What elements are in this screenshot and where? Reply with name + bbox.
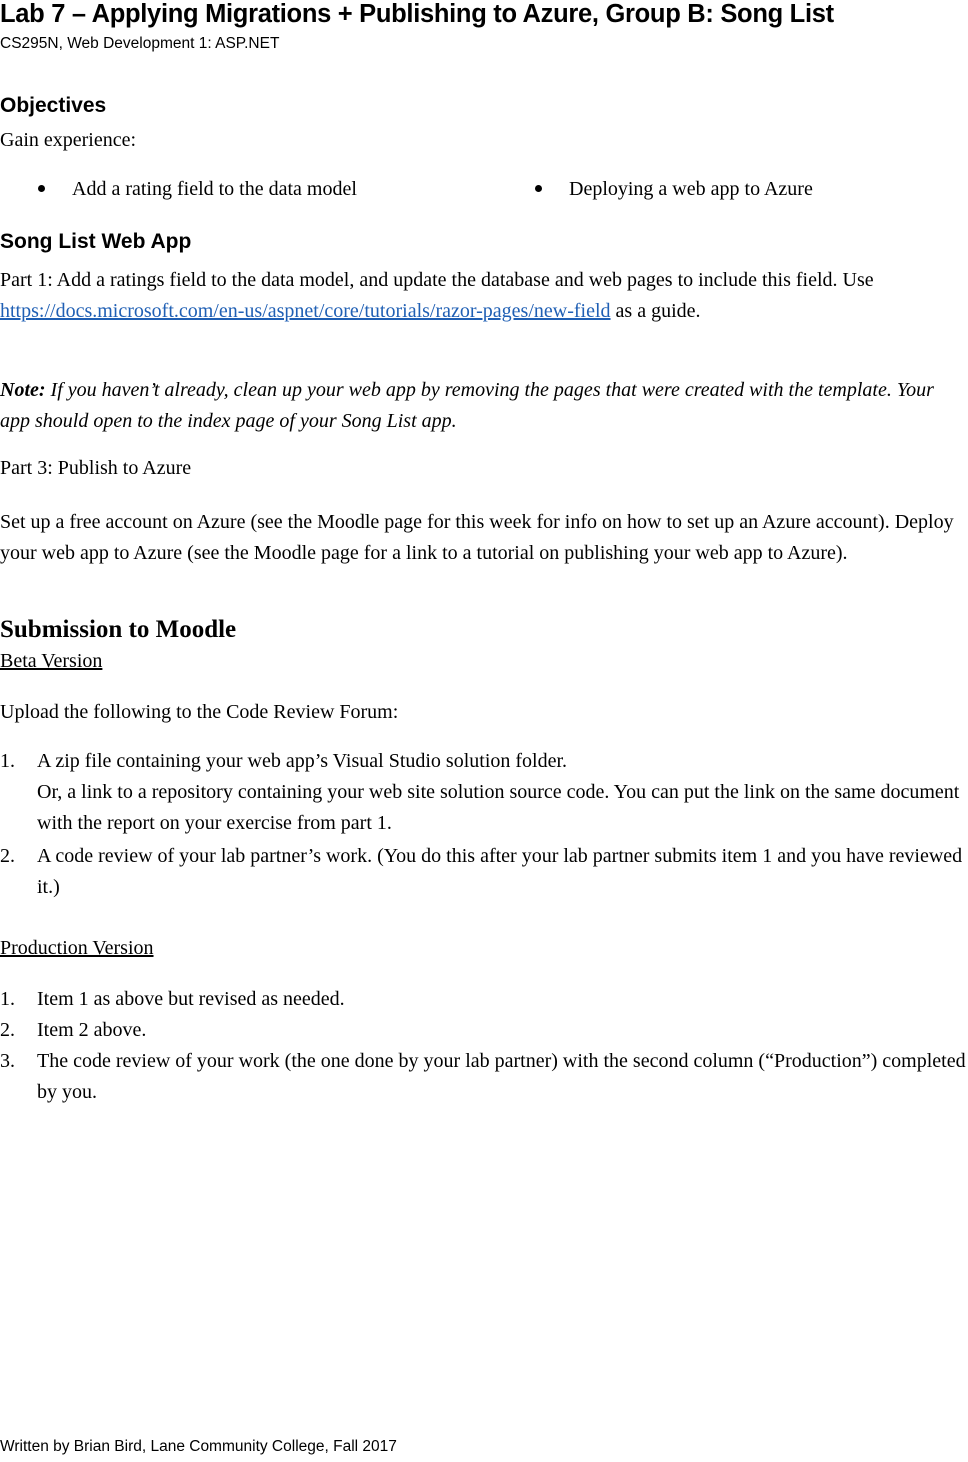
- bullet-icon: [38, 185, 45, 192]
- submission-heading: Submission to Moodle: [0, 616, 237, 643]
- note-paragraph: [0, 375, 968, 437]
- course-subtitle: CS295N, Web Development 1: ASP.NET: [0, 35, 280, 52]
- item-number: 1.: [0, 750, 15, 772]
- objective-bullet: [38, 178, 357, 201]
- upload-instruction: Upload the following to the Code Review Forum:: [0, 701, 399, 723]
- objective-bullet: [535, 178, 813, 201]
- objective-text: Add a rating field to the data model: [72, 178, 357, 200]
- list-item: [0, 746, 968, 839]
- objectives-intro: Gain experience:: [0, 129, 137, 151]
- song-list-heading: Song List Web App: [0, 230, 192, 253]
- item-text: Item 2 above.: [37, 1019, 147, 1041]
- note-label: Note:: [0, 379, 46, 401]
- part1-text: Part 1: Add a ratings field to the data model, and update the database and web pages to include this field. Use: [0, 269, 874, 291]
- list-item: [0, 1015, 968, 1046]
- item-number: 2.: [0, 1019, 15, 1041]
- item-text: A code review of your lab partner’s work. (You do this after your lab partner submits item 1 and you have reviewed it.): [37, 845, 963, 898]
- setup-paragraph: Set up a free account on Azure (see the Moodle page for this week for info on how to set up an Azure account). Deploy your web app to Azure (see the Moodle page for a link to a tutorial on publishing your web app to Azure).: [0, 511, 954, 564]
- item-text: Item 1 as above but revised as needed.: [37, 988, 345, 1010]
- beta-version-heading: Beta Version: [0, 650, 103, 672]
- item-text-continued: Or, a link to a repository containing your web site solution source code. You can put the link on the same document with the report on your exercise from part 1.: [37, 781, 960, 834]
- beta-list: [0, 746, 968, 903]
- part3-heading: Part 3: Publish to Azure: [0, 457, 192, 479]
- production-version-heading: Production Version: [0, 937, 154, 959]
- item-text: The code review of your work (the one done by your lab partner) with the second column (“Production”) completed by you.: [37, 1050, 966, 1103]
- item-number: 3.: [0, 1050, 15, 1072]
- page-title: Lab 7 – Applying Migrations + Publishing to Azure, Group B: Song List: [0, 0, 834, 28]
- note-text: If you haven’t already, clean up your web app by removing the pages that were created with the template. Your app should open to the index page of your Song List app.: [0, 379, 934, 432]
- part1-suffix: as a guide.: [610, 300, 701, 322]
- item-number: 2.: [0, 845, 15, 867]
- objectives-heading: Objectives: [0, 94, 107, 117]
- list-item: [0, 841, 968, 903]
- item-number: 1.: [0, 988, 15, 1010]
- page-footer: Written by Brian Bird, Lane Community College, Fall 2017: [0, 1438, 397, 1455]
- objective-text: Deploying a web app to Azure: [569, 178, 813, 200]
- bullet-icon: [535, 185, 542, 192]
- item-text: A zip file containing your web app’s Visual Studio solution folder.: [37, 750, 568, 772]
- list-item: [0, 1046, 968, 1108]
- list-item: [0, 984, 968, 1015]
- tutorial-link[interactable]: https://docs.microsoft.com/en-us/aspnet/core/tutorials/razor-pages/new-field: [0, 300, 611, 322]
- part1-paragraph: [0, 265, 960, 327]
- production-list: [0, 984, 968, 1108]
